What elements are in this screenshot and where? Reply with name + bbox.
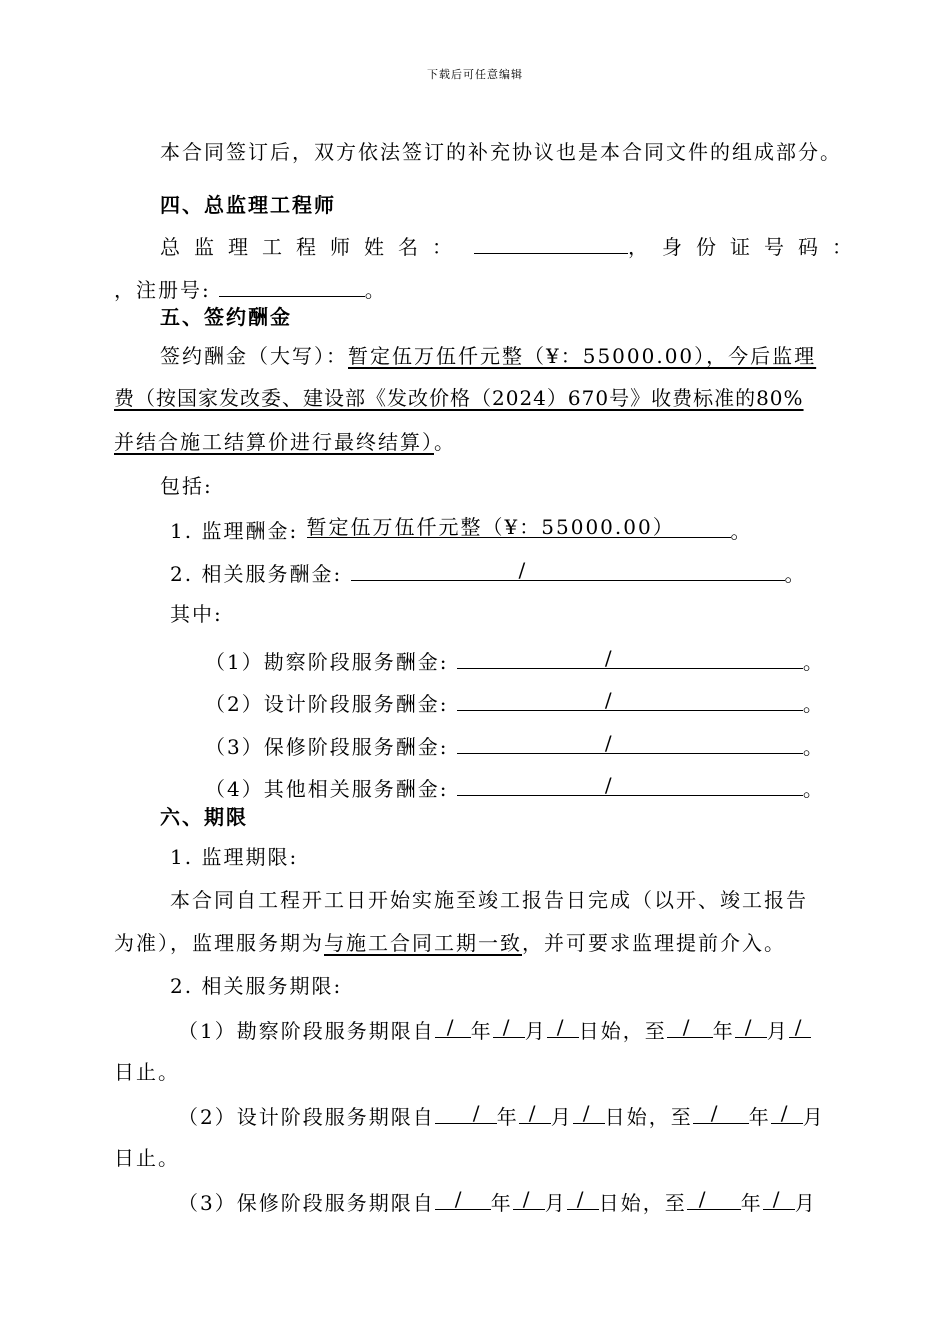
text-fragment: /: [698, 1187, 708, 1211]
survey-fee-line: [205, 646, 825, 676]
text-fragment: 年: [496, 1105, 519, 1129]
supervision-fee-field[interactable]: [307, 515, 731, 538]
warranty-fee-field[interactable]: [457, 731, 803, 754]
date-field[interactable]: [667, 1015, 713, 1038]
text-fragment: /: [556, 1015, 566, 1039]
text-fragment: /: [446, 1015, 456, 1039]
text-fragment: 。: [802, 735, 825, 759]
date-field[interactable]: [573, 1101, 605, 1124]
text-fragment: /: [710, 1101, 720, 1125]
text-fragment: 年: [470, 1019, 493, 1043]
text-fragment: /: [604, 731, 614, 755]
registration-number-field[interactable]: [219, 274, 365, 297]
text-fragment: /: [780, 1101, 790, 1125]
survey-period-end: 日止。: [114, 1060, 180, 1084]
text-fragment: （2）设计阶段服务期限自: [178, 1105, 435, 1129]
among-label: 其中:: [170, 602, 223, 626]
text-fragment: 月: [550, 1105, 573, 1129]
design-period-line: [178, 1101, 825, 1131]
date-field[interactable]: [687, 1187, 741, 1210]
text-fragment: 月: [766, 1019, 789, 1043]
date-field[interactable]: [493, 1015, 525, 1038]
section-heading-5: 五、签约酬金: [160, 305, 292, 329]
design-fee-line: [205, 688, 825, 718]
date-field[interactable]: [763, 1187, 795, 1210]
text-fragment: /: [522, 1187, 532, 1211]
date-field[interactable]: [435, 1187, 491, 1210]
text-fragment: 年: [748, 1105, 771, 1129]
warranty-fee-line: [205, 731, 825, 761]
text-fragment: 。: [364, 278, 387, 302]
text-fragment: /: [582, 1101, 592, 1125]
warranty-period-line: [178, 1187, 817, 1217]
text-fragment: 2. 相关服务酬金:: [170, 562, 343, 586]
text-fragment: 。: [784, 562, 807, 586]
text-fragment: 。: [730, 519, 753, 543]
text-fragment: /: [794, 1015, 804, 1039]
related-fee-line: [170, 558, 807, 588]
text-fragment: /: [472, 1101, 482, 1125]
text-fragment: /: [604, 688, 614, 712]
date-field[interactable]: [771, 1101, 803, 1124]
fee-line-2: 费（按国家发改委、建设部《发改价格（2024）670号》收费标准的80%: [114, 386, 804, 410]
text-fragment: 月: [524, 1019, 547, 1043]
date-field[interactable]: [693, 1101, 749, 1124]
text-fragment: 月: [544, 1191, 567, 1215]
text-fragment: 与施工合同工期一致: [324, 931, 522, 955]
fee-line-3: [114, 428, 456, 456]
text-fragment: 日始，至: [598, 1191, 687, 1215]
text-fragment: ，身份证号码：: [628, 235, 866, 259]
term-paragraph-1: 本合同自工程开工日开始实施至竣工报告日完成（以开、竣工报告: [170, 888, 808, 912]
text-fragment: /: [518, 558, 528, 582]
related-term-label: 2. 相关服务期限:: [170, 974, 343, 998]
text-fragment: /: [744, 1015, 754, 1039]
date-field[interactable]: [513, 1187, 545, 1210]
term-label: 1. 监理期限:: [170, 845, 299, 869]
supervision-fee-line: [170, 515, 753, 545]
section-heading-4: 四、总监理工程师: [160, 193, 336, 217]
text-fragment: 暂定伍万伍仟元整（¥：55000.00），今后监理: [348, 344, 817, 368]
text-fragment: 年: [490, 1191, 513, 1215]
text-fragment: /: [502, 1015, 512, 1039]
text-fragment: 。: [802, 692, 825, 716]
text-fragment: 年: [740, 1191, 763, 1215]
text-fragment: 1. 监理酬金:: [170, 519, 299, 543]
term-paragraph-2: [114, 929, 786, 957]
date-field[interactable]: [789, 1015, 811, 1038]
text-fragment: ，并可要求监理提前介入。: [522, 931, 786, 955]
text-fragment: 。: [434, 430, 456, 454]
text-fragment: （3）保修阶段服务期限自: [178, 1191, 435, 1215]
supervisor-name-line: [160, 231, 866, 261]
supervisor-name-field[interactable]: [474, 231, 628, 254]
text-fragment: /: [682, 1015, 692, 1039]
text-fragment: （3）保修阶段服务酬金:: [205, 735, 449, 759]
text-fragment: ，注册号:: [114, 278, 211, 302]
date-field[interactable]: [735, 1015, 767, 1038]
design-period-end: 日止。: [114, 1146, 180, 1170]
page-header: 下载后可任意编辑: [427, 68, 523, 81]
registration-line: [114, 274, 387, 304]
text-fragment: （4）其他相关服务酬金:: [205, 777, 449, 801]
text-fragment: 日始，至: [604, 1105, 693, 1129]
related-fee-field[interactable]: [351, 558, 785, 581]
text-fragment: /: [454, 1187, 464, 1211]
date-field[interactable]: [435, 1015, 471, 1038]
date-field[interactable]: [519, 1101, 551, 1124]
text-fragment: （1）勘察阶段服务酬金:: [205, 650, 449, 674]
text-fragment: 签约酬金（大写）：: [160, 344, 348, 368]
design-fee-field[interactable]: [457, 688, 803, 711]
text-fragment: 月: [794, 1191, 817, 1215]
section-heading-6: 六、期限: [160, 805, 248, 829]
paragraph: 本合同签订后，双方依法签订的补充协议也是本合同文件的组成部分。: [160, 140, 842, 164]
text-fragment: 为准），监理服务期为: [114, 931, 324, 955]
text-fragment: /: [604, 773, 614, 797]
text-fragment: /: [772, 1187, 782, 1211]
survey-fee-field[interactable]: [457, 646, 803, 669]
includes-label: 包括:: [160, 474, 213, 498]
text-fragment: 总监理工程师姓名：: [160, 235, 466, 259]
text-fragment: /: [576, 1187, 586, 1211]
text-fragment: /: [528, 1101, 538, 1125]
text-fragment: 暂定伍万伍仟元整（¥：55000.00）: [306, 515, 675, 539]
text-fragment: 日始，至: [578, 1019, 667, 1043]
date-field[interactable]: [567, 1187, 599, 1210]
text-fragment: 。: [802, 650, 825, 674]
text-fragment: （2）设计阶段服务酬金:: [205, 692, 449, 716]
other-fee-field[interactable]: [457, 773, 803, 796]
date-field[interactable]: [547, 1015, 579, 1038]
text-fragment: （1）勘察阶段服务期限自: [178, 1019, 435, 1043]
survey-period-line: [178, 1015, 811, 1045]
other-fee-line: [205, 773, 825, 803]
text-fragment: 月: [802, 1105, 825, 1129]
text-fragment: 年: [712, 1019, 735, 1043]
date-field[interactable]: [435, 1101, 497, 1124]
text-fragment: /: [604, 646, 614, 670]
text-fragment: 。: [802, 777, 825, 801]
fee-line-1: [160, 342, 816, 370]
text-fragment: 并结合施工结算价进行最终结算）: [114, 430, 434, 454]
